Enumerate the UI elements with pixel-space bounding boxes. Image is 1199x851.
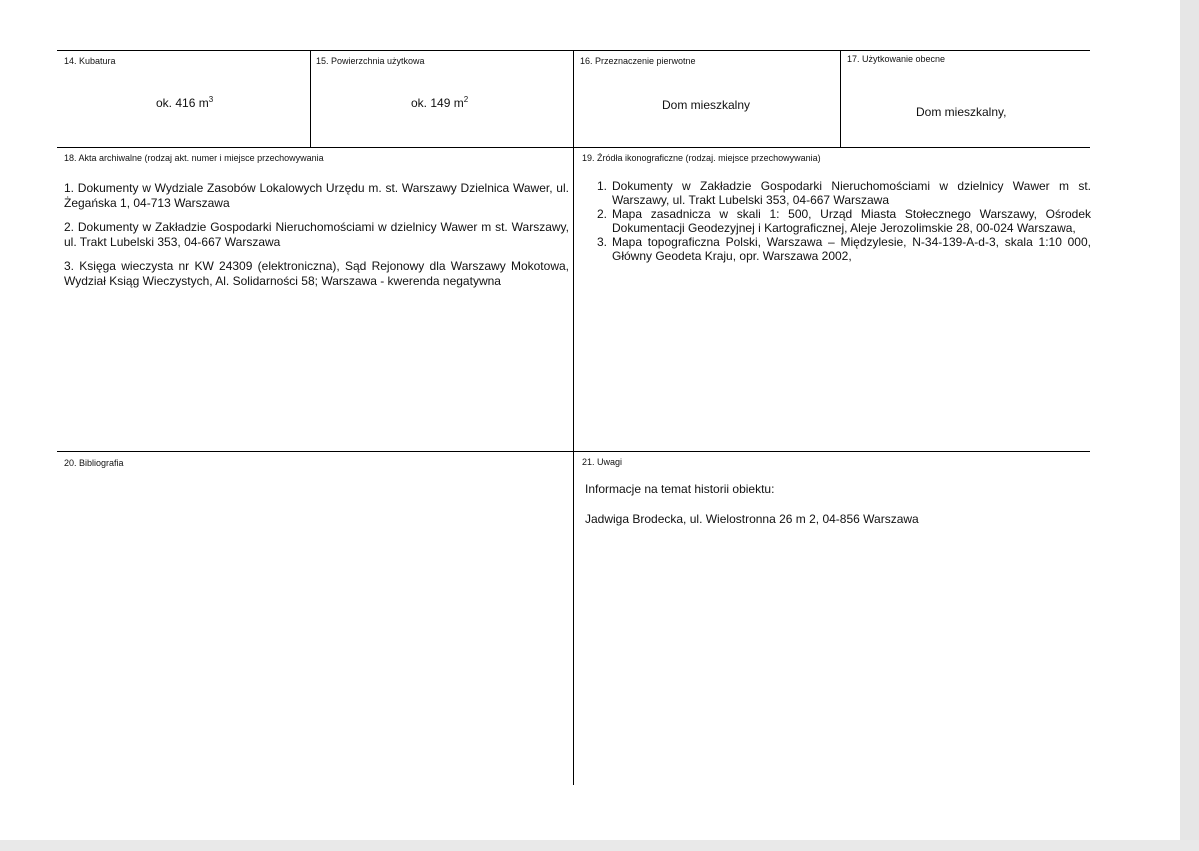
value-uzytkowanie-obecne: Dom mieszkalny, [916, 105, 1007, 119]
label-kubatura: 14. Kubatura [64, 56, 116, 66]
zrodla-ikonograficzne-list [585, 179, 1091, 263]
list-item: 2. Mapa zasadnicza w skali 1: 500, Urząd Miasta Stołecznego Warszawy, Ośrodek Dokumentacji Geodezyjnej i Kartograficznej, Aleje Jerozolimskie 28, 00-024 Warszawa, [597, 207, 1091, 235]
scan-edge-right [1180, 0, 1199, 851]
value-powierzchnia-uzytkowa: ok. 149 $m^2$ [411, 95, 469, 110]
uwagi-line-1: Informacje na temat historii obiektu: [585, 482, 775, 496]
list-item: 3. Księga wieczysta nr KW 24309 (elektroniczna), Sąd Rejonowy dla Warszawy Mokotowa, Wydział Ksiąg Wieczystych, Al. Solidarności 58; Warszawa - kwerenda negatywna [64, 259, 569, 288]
label-powierzchnia-uzytkowa: 15. Powierzchnia użytkowa [316, 56, 425, 66]
value-kubatura: ok. 416 $m^3$ [156, 95, 214, 110]
rule-col-c [840, 50, 841, 147]
akta-archiwalne-list [64, 181, 569, 298]
list-item: 1. Dokumenty w Wydziale Zasobów Lokalowych Urzędu m. st. Warszawy Dzielnica Wawer, ul. Żegańska 1, 04-713 Warszawa [64, 181, 569, 210]
list-item: 3. Mapa topograficzna Polski, Warszawa – Międzylesie, N-34-139-A-d-3, skala 1:10 000, Główny Geodeta Kraju, opr. Warszawa 2002, [597, 235, 1091, 263]
scan-edge-bottom [0, 840, 1199, 851]
label-uwagi: 21. Uwagi [582, 457, 623, 467]
label-przeznaczenie-pierwotne: 16. Przeznaczenie pierwotne [580, 56, 696, 66]
label-bibliografia: 20. Bibliografia [64, 458, 124, 468]
label-akta-archiwalne: 18. Akta archiwalne (rodzaj akt. numer i miejsce przechowywania [64, 153, 324, 163]
rule-col-b [573, 50, 574, 785]
label-uzytkowanie-obecne: 17. Użytkowanie obecne [847, 54, 946, 64]
list-item: 2. Dokumenty w Zakładzie Gospodarki Nieruchomościami w dzielnicy Wawer m st. Warszawy, ul. Trakt Lubelski 353, 04-667 Warszawa [64, 220, 569, 249]
rule-col-a [310, 50, 311, 147]
list-item: 1. Dokumenty w Zakładzie Gospodarki Nieruchomościami w dzielnicy Wawer m st. Warszawy, ul. Trakt Lubelski 353, 04-667 Warszawa [597, 179, 1091, 207]
uwagi-line-2: Jadwiga Brodecka, ul. Wielostronna 26 m 2, 04-856 Warszawa [585, 512, 919, 526]
label-zrodla-ikonograficzne: 19. Źródła ikonograficzne (rodzaj. miejsce przechowywania) [582, 153, 821, 163]
value-przeznaczenie-pierwotne: Dom mieszkalny [662, 98, 751, 112]
